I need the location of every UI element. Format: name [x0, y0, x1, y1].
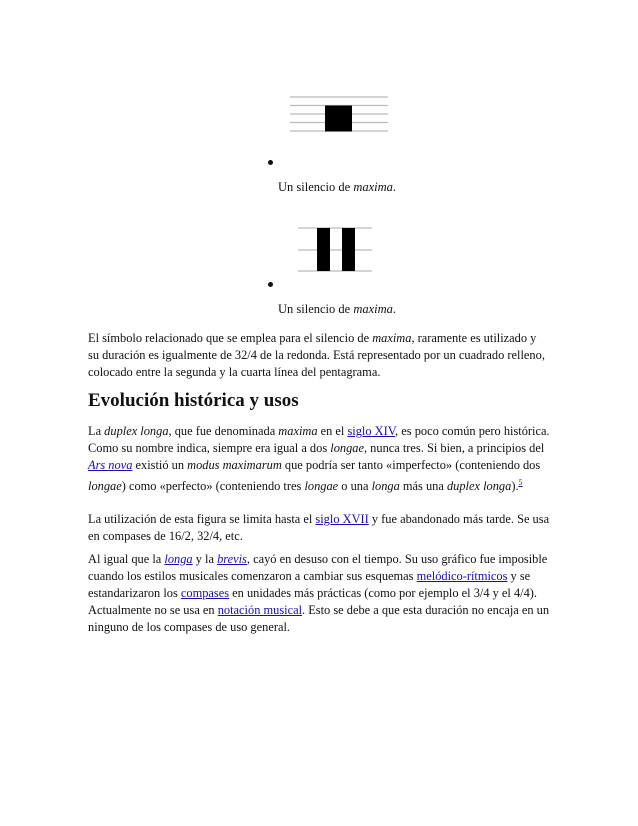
figure-caption: Un silencio de maxima.	[278, 302, 397, 316]
list-bullet	[268, 282, 273, 287]
link-notacion-musical[interactable]: notación musical	[217, 603, 303, 617]
reference-link[interactable]: 5	[518, 478, 523, 487]
section-heading: Evolución histórica y usos	[88, 390, 299, 411]
usage-paragraph: La utilización de esta figura se limita hasta el siglo XVII y fue abandonado más tarde. Se usa en compases de 16/2, 32/4, etc.	[88, 512, 550, 543]
link-longa[interactable]: longa	[164, 552, 193, 566]
intro-paragraph: El símbolo relacionado que se emplea para el silencio de maxima, raramente es utilizado y su duración es igualmente de 32/4 de la redonda. Está representado por un cuadrado relleno, colocado entre la segunda y la cuarta línea del pentagrama.	[88, 331, 545, 379]
link-siglo-xiv[interactable]: siglo XIV	[347, 424, 396, 438]
link-melodico-ritmicos[interactable]: melódico-rítmicos	[416, 569, 508, 583]
history-paragraph: La duplex longa, que fue denominada maxima en el siglo XIV, es poco común pero histórica. Como su nombre indica, siempre era igual a dos longae, nunca tres. Si bien, a principios del Ars nova existió un modus maximarum que podría ser tanto «imperfecto» (conteniendo dos longae) como «perfecto» (conteniendo tres longae o una longa más una duplex longa).$^5$	[88, 424, 550, 494]
figure-caption: Un silencio de maxima.	[278, 180, 397, 194]
maxima-rest-bars-icon	[298, 225, 372, 275]
link-ars-nova[interactable]: Ars nova	[88, 458, 133, 472]
decline-paragraph: Al igual que la longa y la brevis, cayó en desuso con el tiempo. Su uso gráfico fue imposible cuando los estilos musicales comenzaron a cambiar sus esquemas melódico-rítmicos y se estandarizaron los compases en unidades más prácticas (como por ejemplo el 3/4 y el 4/4). Actualmente no se usa en notación musical. Esto se debe a que esta duración no encaja en un ninguno de los compases de uso general.	[88, 552, 550, 634]
link-siglo-xvii[interactable]: siglo XVII	[315, 512, 369, 526]
link-compases[interactable]: compases	[180, 586, 230, 600]
list-bullet	[268, 160, 273, 165]
link-brevis[interactable]: brevis	[217, 552, 247, 566]
maxima-rest-square-icon	[290, 95, 388, 135]
